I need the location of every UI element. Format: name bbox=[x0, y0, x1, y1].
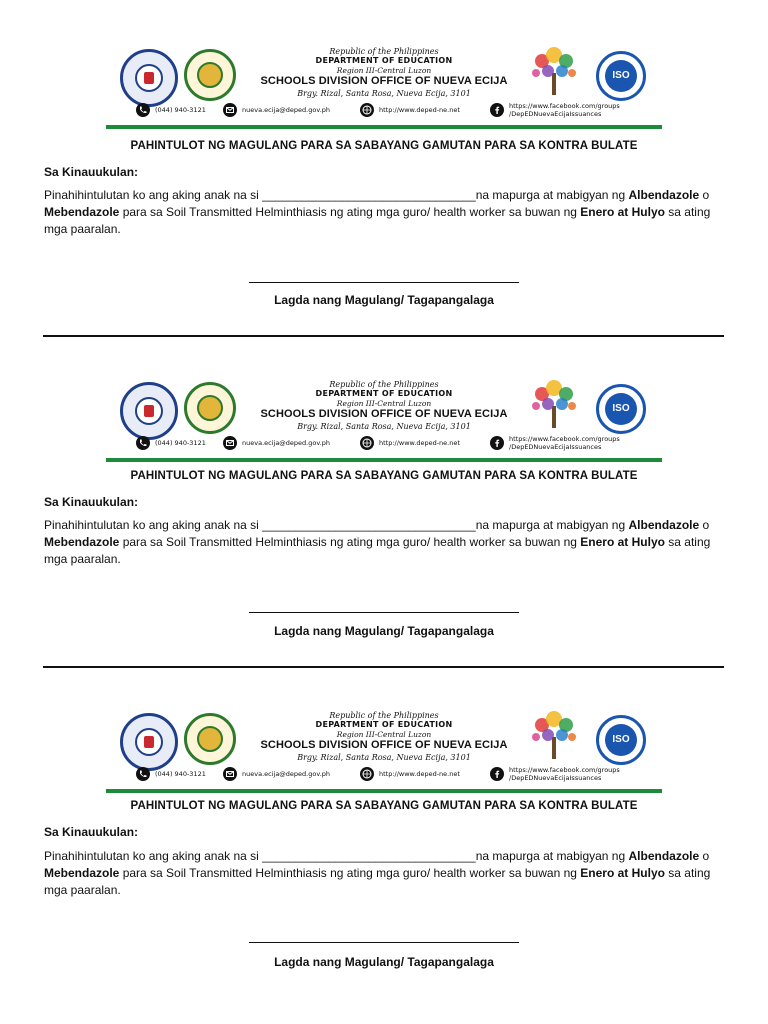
consent-body bbox=[44, 187, 724, 238]
months: Enero at Hulyo bbox=[580, 205, 665, 219]
contact-facebook bbox=[490, 434, 620, 452]
email-text: nueva.ecija@deped.gov.ph bbox=[242, 439, 331, 447]
globe-icon bbox=[360, 436, 374, 450]
facebook-line-1: https://www.facebook.com/groups bbox=[509, 766, 620, 774]
form-title: PAHINTULOT NG MAGULANG PARA SA SABAYANG GAMUTAN PARA SA KONTRA BULATE bbox=[130, 470, 638, 482]
facebook-icon bbox=[490, 767, 504, 781]
months: Enero at Hulyo bbox=[580, 866, 665, 880]
deped-seal-logo bbox=[120, 49, 178, 107]
signature-line bbox=[249, 612, 519, 613]
iso-certified-logo bbox=[596, 384, 646, 434]
header-region: Region III-Central Luzon bbox=[336, 399, 432, 408]
drug-2: Mebendazole bbox=[44, 205, 120, 219]
facebook-line-2: /DepEDNuevaEcijaIssuances bbox=[509, 443, 602, 451]
header-republic: Republic of the Philippines bbox=[329, 380, 439, 389]
drug-2: Mebendazole bbox=[44, 535, 120, 549]
contact-website bbox=[360, 101, 460, 119]
globe-icon bbox=[360, 767, 374, 781]
header-republic: Republic of the Philippines bbox=[329, 711, 439, 720]
consent-slip-2 bbox=[0, 333, 768, 663]
months: Enero at Hulyo bbox=[580, 535, 665, 549]
iso-text: ISO bbox=[605, 393, 637, 425]
phone-text: (044) 940-3121 bbox=[155, 439, 206, 447]
body-text-4: sa ating mga paaralan. bbox=[44, 205, 711, 236]
facebook-line-1: https://www.facebook.com/groups bbox=[509, 102, 620, 110]
header-region: Region III-Central Luzon bbox=[336, 66, 432, 75]
iso-certified-logo bbox=[596, 51, 646, 101]
deped-seal-logo bbox=[120, 713, 178, 771]
contact-email bbox=[223, 101, 330, 119]
contact-website bbox=[360, 765, 460, 783]
body-text-3: para sa Soil Transmitted Helminthiasis ng ating mga guro/ health worker sa buwan ng bbox=[119, 535, 581, 549]
tree-logo bbox=[526, 43, 582, 97]
contact-facebook bbox=[490, 765, 620, 783]
contact-email bbox=[223, 434, 330, 452]
phone-text: (044) 940-3121 bbox=[155, 106, 206, 114]
signature-line bbox=[249, 282, 519, 283]
division-seal-logo bbox=[184, 382, 236, 434]
header-office: SCHOOLS DIVISION OFFICE OF NUEVA ECIJA bbox=[260, 739, 508, 751]
consent-body bbox=[44, 848, 724, 899]
body-text-2: o bbox=[699, 518, 710, 532]
iso-text: ISO bbox=[605, 60, 637, 92]
letterhead bbox=[106, 370, 662, 462]
tree-logo bbox=[526, 376, 582, 430]
phone-icon bbox=[136, 103, 150, 117]
letterhead bbox=[106, 37, 662, 129]
salutation: Sa Kinauukulan: bbox=[44, 825, 139, 839]
consent-slip-3 bbox=[0, 664, 768, 994]
website-text: http://www.deped-ne.net bbox=[379, 439, 460, 447]
body-text-3: para sa Soil Transmitted Helminthiasis ng ating mga guro/ health worker sa buwan ng bbox=[119, 205, 581, 219]
email-text: nueva.ecija@deped.gov.ph bbox=[242, 106, 331, 114]
header-republic: Republic of the Philippines bbox=[329, 47, 439, 56]
form-title: PAHINTULOT NG MAGULANG PARA SA SABAYANG GAMUTAN PARA SA KONTRA BULATE bbox=[130, 140, 638, 152]
division-seal-logo bbox=[184, 713, 236, 765]
globe-icon bbox=[360, 103, 374, 117]
header-office: SCHOOLS DIVISION OFFICE OF NUEVA ECIJA bbox=[260, 408, 508, 420]
division-seal-logo bbox=[184, 49, 236, 101]
header-office: SCHOOLS DIVISION OFFICE OF NUEVA ECIJA bbox=[260, 75, 508, 87]
facebook-line-1: https://www.facebook.com/groups bbox=[509, 435, 620, 443]
phone-icon bbox=[136, 436, 150, 450]
letterhead bbox=[106, 701, 662, 793]
header-department: DEPARTMENT OF EDUCATION bbox=[315, 56, 453, 65]
form-title: PAHINTULOT NG MAGULANG PARA SA SABAYANG GAMUTAN PARA SA KONTRA BULATE bbox=[130, 800, 638, 812]
salutation: Sa Kinauukulan: bbox=[44, 495, 139, 509]
facebook-line-2: /DepEDNuevaEcijaIssuances bbox=[509, 774, 602, 782]
signature-line bbox=[249, 942, 519, 943]
phone-icon bbox=[136, 767, 150, 781]
body-text-4: sa ating mga paaralan. bbox=[44, 866, 711, 897]
facebook-line-2: /DepEDNuevaEcijaIssuances bbox=[509, 110, 602, 118]
contact-email bbox=[223, 765, 330, 783]
phone-text: (044) 940-3121 bbox=[155, 770, 206, 778]
body-text-4: sa ating mga paaralan. bbox=[44, 535, 711, 566]
consent-slip-1 bbox=[0, 0, 768, 330]
salutation: Sa Kinauukulan: bbox=[44, 165, 139, 179]
body-text-1: Pinahihintulutan ko ang aking anak na si ________________________________na mapurga at mabigyan ng bbox=[44, 518, 629, 532]
drug-1: Albendazole bbox=[628, 849, 700, 863]
iso-certified-logo bbox=[596, 715, 646, 765]
iso-text: ISO bbox=[605, 724, 637, 756]
contact-website bbox=[360, 434, 460, 452]
email-text: nueva.ecija@deped.gov.ph bbox=[242, 770, 331, 778]
mail-icon bbox=[223, 103, 237, 117]
facebook-icon bbox=[490, 103, 504, 117]
body-text-2: o bbox=[699, 849, 710, 863]
consent-body bbox=[44, 517, 724, 568]
header-address: Brgy. Rizal, Santa Rosa, Nueva Ecija, 3101 bbox=[297, 89, 471, 98]
drug-1: Albendazole bbox=[628, 518, 700, 532]
signature-label: Lagda nang Magulang/ Tagapangalaga bbox=[274, 624, 494, 638]
signature-label: Lagda nang Magulang/ Tagapangalaga bbox=[274, 293, 494, 307]
body-text-1: Pinahihintulutan ko ang aking anak na si ________________________________na mapurga at mabigyan ng bbox=[44, 188, 629, 202]
drug-2: Mebendazole bbox=[44, 866, 120, 880]
website-text: http://www.deped-ne.net bbox=[379, 106, 460, 114]
header-department: DEPARTMENT OF EDUCATION bbox=[315, 389, 453, 398]
header-address: Brgy. Rizal, Santa Rosa, Nueva Ecija, 3101 bbox=[297, 753, 471, 762]
body-text-1: Pinahihintulutan ko ang aking anak na si ________________________________na mapurga at mabigyan ng bbox=[44, 849, 629, 863]
contact-phone bbox=[136, 765, 206, 783]
contact-phone bbox=[136, 101, 206, 119]
header-department: DEPARTMENT OF EDUCATION bbox=[315, 720, 453, 729]
body-text-2: o bbox=[699, 188, 710, 202]
mail-icon bbox=[223, 767, 237, 781]
body-text-3: para sa Soil Transmitted Helminthiasis ng ating mga guro/ health worker sa buwan ng bbox=[119, 866, 581, 880]
facebook-icon bbox=[490, 436, 504, 450]
contact-phone bbox=[136, 434, 206, 452]
tree-logo bbox=[526, 707, 582, 761]
header-region: Region III-Central Luzon bbox=[336, 730, 432, 739]
header-address: Brgy. Rizal, Santa Rosa, Nueva Ecija, 3101 bbox=[297, 422, 471, 431]
drug-1: Albendazole bbox=[628, 188, 700, 202]
contact-facebook bbox=[490, 101, 620, 119]
deped-seal-logo bbox=[120, 382, 178, 440]
mail-icon bbox=[223, 436, 237, 450]
signature-label: Lagda nang Magulang/ Tagapangalaga bbox=[274, 955, 494, 969]
website-text: http://www.deped-ne.net bbox=[379, 770, 460, 778]
